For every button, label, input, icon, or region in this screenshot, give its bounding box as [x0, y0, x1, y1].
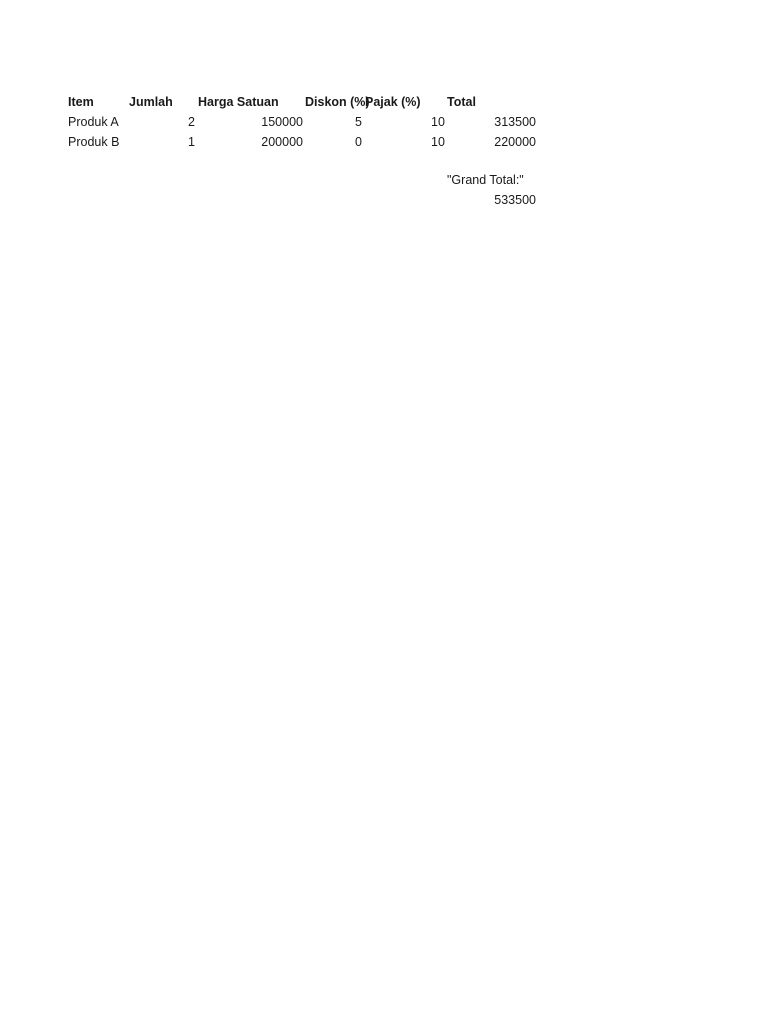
grand-total-value: 533500 — [494, 193, 536, 207]
row-1-harga-satuan: 150000 — [261, 115, 303, 129]
row-1-diskon: 5 — [355, 115, 362, 129]
row-1-pajak: 10 — [431, 115, 445, 129]
row-1-jumlah: 2 — [188, 115, 195, 129]
header-item: Item — [68, 95, 94, 109]
row-2-jumlah: 1 — [188, 135, 195, 149]
row-2-item: Produk B — [68, 135, 120, 149]
row-2-total: 220000 — [494, 135, 536, 149]
header-jumlah: Jumlah — [129, 95, 173, 109]
row-2-harga-satuan: 200000 — [261, 135, 303, 149]
row-1-item: Produk A — [68, 115, 119, 129]
header-pajak: Pajak (%) — [365, 95, 421, 109]
row-2-pajak: 10 — [431, 135, 445, 149]
grand-total-label: "Grand Total:" — [447, 173, 524, 187]
header-harga-satuan: Harga Satuan — [198, 95, 279, 109]
row-1-total: 313500 — [494, 115, 536, 129]
header-total: Total — [447, 95, 476, 109]
header-diskon: Diskon (%) — [305, 95, 370, 109]
row-2-diskon: 0 — [355, 135, 362, 149]
